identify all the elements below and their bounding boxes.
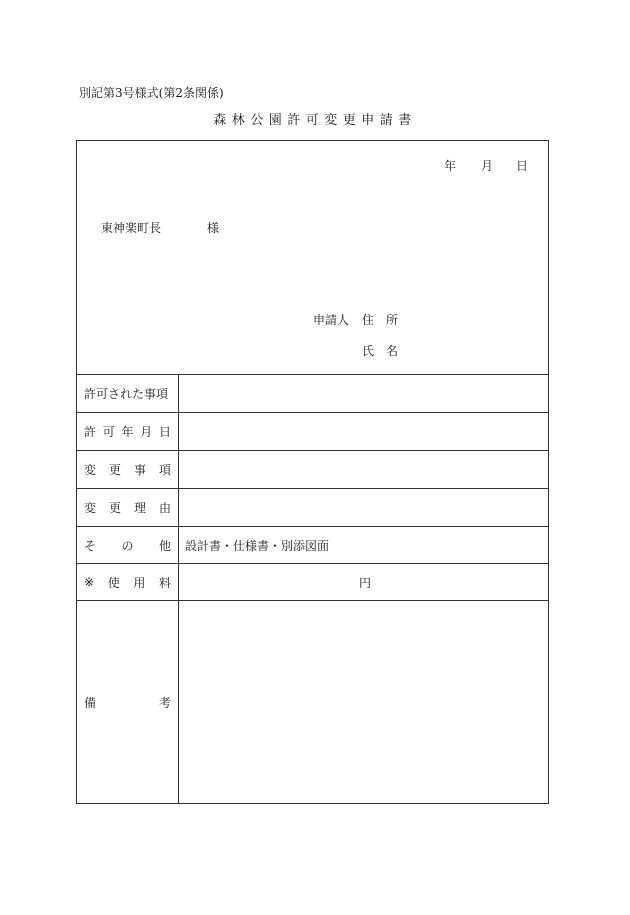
date-month-label: 月 — [481, 159, 494, 173]
addressee: 東神楽町長 — [101, 221, 162, 235]
row-value-other[interactable]: 設計書・仕様書・別添図面 — [185, 538, 330, 553]
row-value-usage-fee-unit: 円 — [359, 575, 372, 590]
form-reference: 別記第3号様式(第2条関係) — [79, 86, 224, 100]
row-label-remarks: 備 考 — [84, 696, 171, 710]
row-label-usage-fee: ※ 使 用 料 — [84, 575, 171, 590]
row-label-change-matter: 変 更 事 項 — [84, 463, 171, 477]
applicant-address-label: 住 所 — [362, 313, 399, 327]
row-label-permit-date: 許 可 年 月 日 — [84, 425, 171, 439]
row-label-other: そ の 他 — [84, 538, 171, 553]
row-label-permitted-matter: 許可された事項 — [84, 387, 169, 401]
applicant-name-label: 氏 名 — [362, 344, 399, 358]
form-table — [76, 140, 549, 804]
form-title: 森林公園許可変更申請書 — [213, 113, 417, 128]
applicant-label: 申請人 — [313, 313, 350, 327]
date-year-label: 年 — [444, 159, 457, 173]
row-label-change-reason: 変 更 理 由 — [84, 501, 171, 515]
date-day-label: 日 — [516, 159, 529, 173]
column-divider — [178, 374, 179, 804]
addressee-honorific: 様 — [207, 221, 220, 235]
